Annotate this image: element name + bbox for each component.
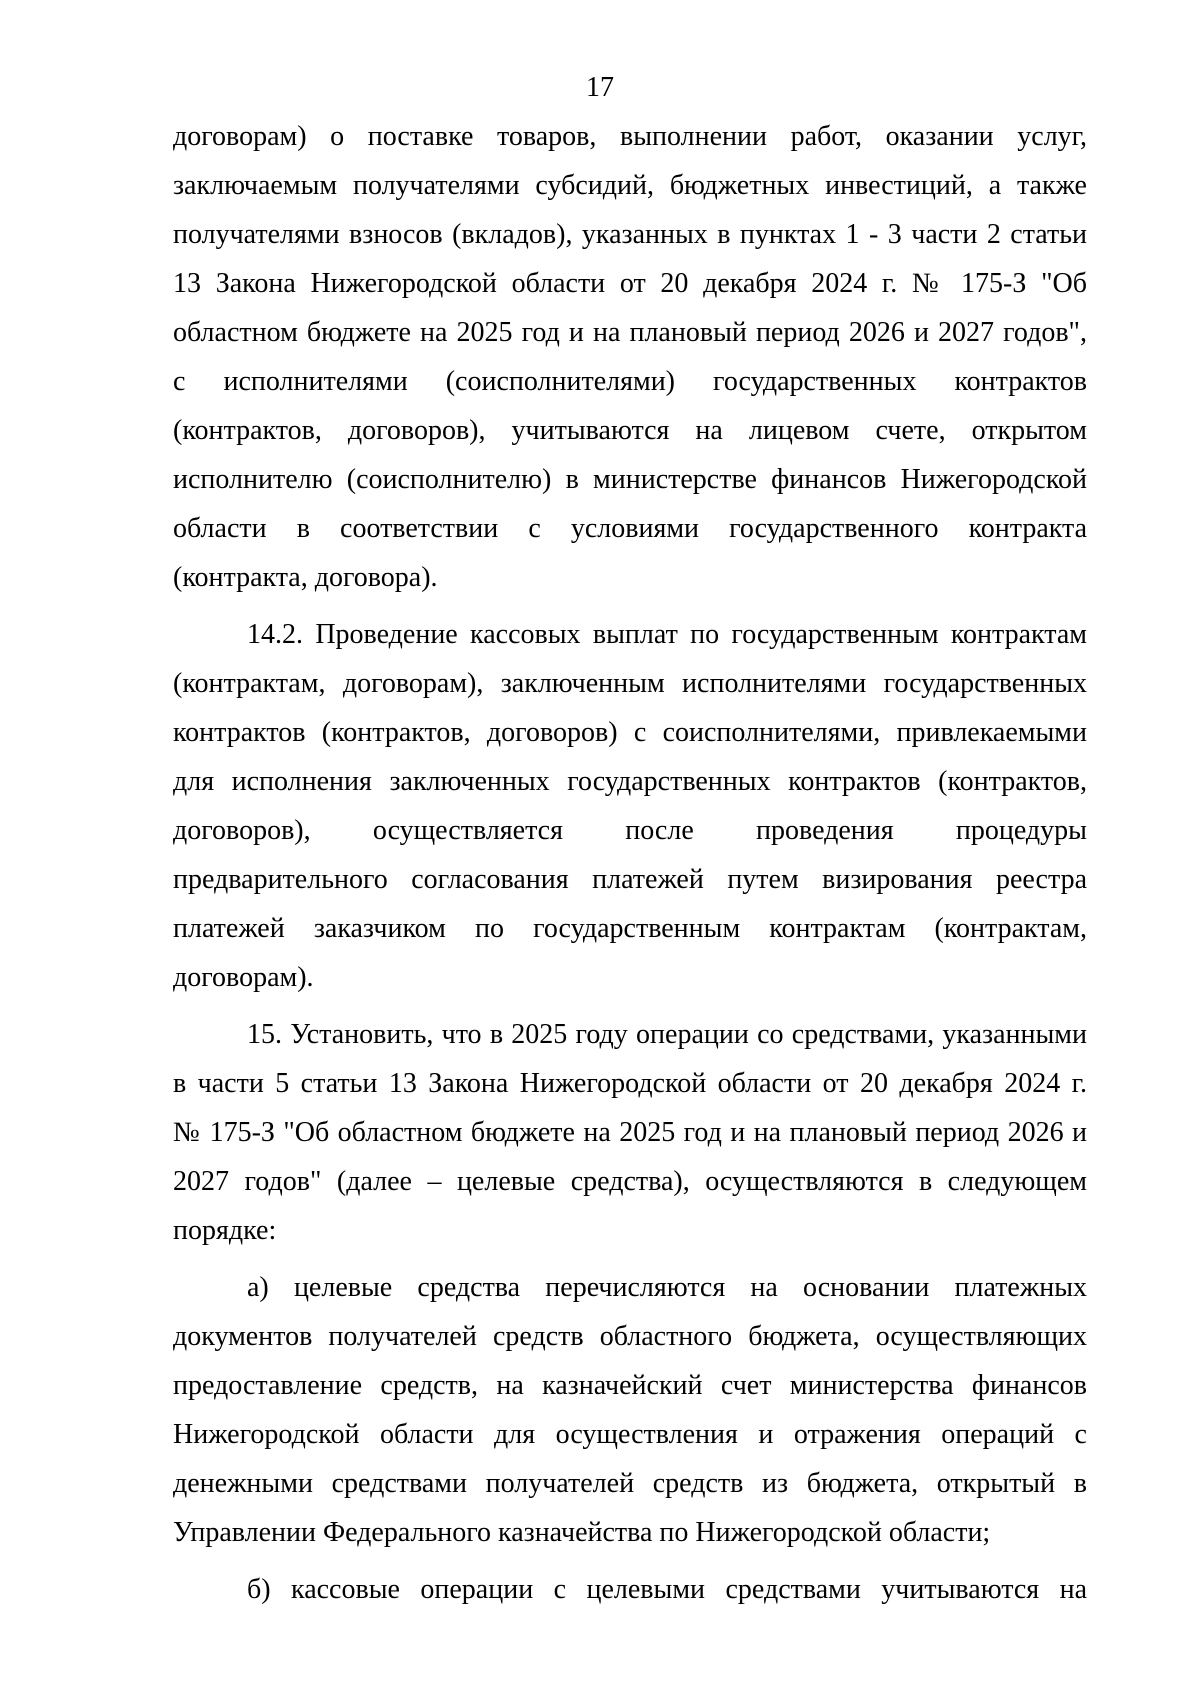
text-line: предоставление средств, на казначейский счет министерства финансов <box>173 1370 1087 1401</box>
paragraph-continuation <box>173 112 1087 602</box>
text-line: областном бюджете на 2025 год и на плановый период 2026 и 2027 годов", <box>173 317 1087 348</box>
text-line: 14.2. Проведение кассовых выплат по государственным контрактам <box>247 619 1087 650</box>
text-line: предварительного согласования платежей путем визирования реестра <box>173 864 1087 895</box>
text-line: б) кассовые операции с целевыми средствами учитываются на <box>247 1574 1087 1605</box>
text-line: порядке: <box>173 1215 277 1246</box>
paragraph-15 <box>173 1010 1087 1255</box>
text-line: в части 5 статьи 13 Закона Нижегородской области от 20 декабря 2024 г. <box>173 1068 1087 1099</box>
paragraph-item-a <box>173 1263 1087 1557</box>
text-line: а) целевые средства перечисляются на основании платежных <box>247 1272 1087 1303</box>
text-line: для исполнения заключенных государственных контрактов (контрактов, <box>173 766 1087 797</box>
paragraph-item-b <box>173 1565 1087 1614</box>
text-line: (контрактам, договорам), заключенным исполнителями государственных <box>173 668 1087 699</box>
page-number: 17 <box>586 72 614 103</box>
text-line: документов получателей средств областного бюджета, осуществляющих <box>173 1321 1087 1352</box>
text-line: контрактов (контрактов, договоров) с соисполнителями, привлекаемыми <box>173 717 1087 748</box>
text-line: (контракта, договора). <box>173 562 438 593</box>
text-line: с исполнителями (соисполнителями) государственных контрактов <box>173 366 1087 397</box>
text-line: договорам). <box>173 962 314 993</box>
text-line: Управлении Федерального казначейства по Нижегородской области; <box>173 1517 991 1548</box>
text-line: получателями взносов (вкладов), указанных в пунктах 1 - 3 части 2 статьи <box>173 219 1087 250</box>
text-line: (контрактов, договоров), учитываются на лицевом счете, открытом <box>173 415 1087 446</box>
text-line: Нижегородской области для осуществления и отражения операций с <box>173 1419 1087 1450</box>
text-line: 2027 годов" (далее – целевые средства), осуществляются в следующем <box>173 1166 1087 1197</box>
document-body <box>173 112 1087 1614</box>
text-line: заключаемым получателями субсидий, бюджетных инвестиций, а также <box>173 170 1087 201</box>
text-line: платежей заказчиком по государственным контрактам (контрактам, <box>173 913 1087 944</box>
text-line: денежными средствами получателей средств из бюджета, открытый в <box>173 1468 1087 1499</box>
text-line: договорам) о поставке товаров, выполнении работ, оказании услуг, <box>173 121 1087 152</box>
paragraph-14-2 <box>173 610 1087 1002</box>
text-line: исполнителю (соисполнителю) в министерстве финансов Нижегородской <box>173 464 1087 495</box>
text-line: области в соответствии с условиями государственного контракта <box>173 513 1087 544</box>
text-line: 15. Установить, что в 2025 году операции со средствами, указанными <box>247 1019 1087 1050</box>
text-line: № 175-З "Об областном бюджете на 2025 год и на плановый период 2026 и <box>173 1117 1087 1148</box>
text-line: договоров), осуществляется после проведения процедуры <box>173 815 1087 846</box>
text-line: 13 Закона Нижегородской области от 20 декабря 2024 г. № 175-З "Об <box>173 268 1087 299</box>
